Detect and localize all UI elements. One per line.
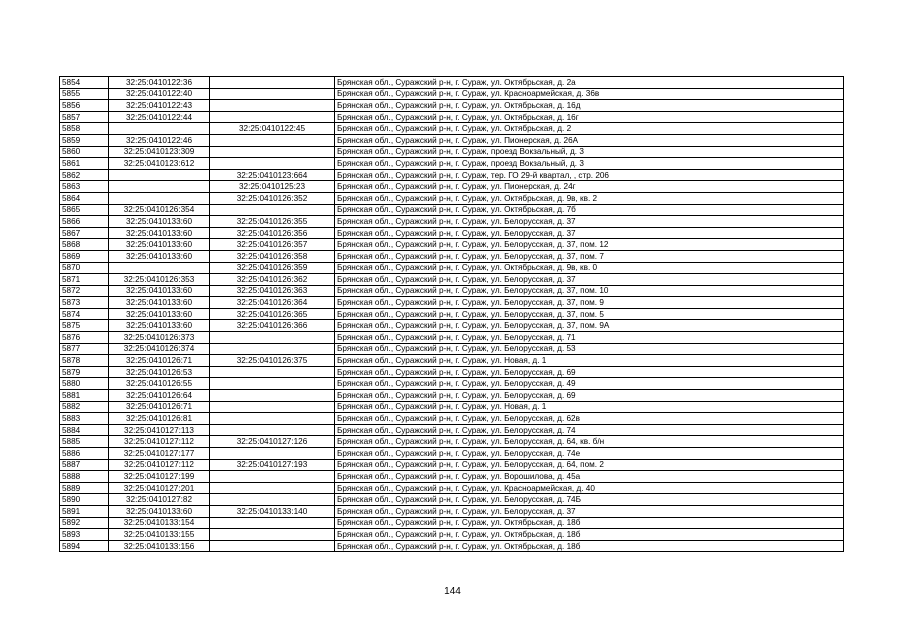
row-number-cell: 5872 — [60, 285, 109, 297]
table-row — [60, 424, 844, 436]
related-cadastral-number-cell: 32:25:0410126:364 — [210, 297, 335, 309]
related-cadastral-number-cell: 32:25:0410126:365 — [210, 308, 335, 320]
row-number-cell: 5856 — [60, 100, 109, 112]
cadastral-number-cell: 32:25:0410122:43 — [109, 100, 210, 112]
related-cadastral-number-cell — [210, 146, 335, 158]
cadastral-number-cell: 32:25:0410133:60 — [109, 297, 210, 309]
related-cadastral-number-cell — [210, 529, 335, 541]
address-cell: Брянская обл., Суражский р-н, г. Сураж, ул. Белорусская, д. 64, кв. б/н — [335, 436, 844, 448]
table-row — [60, 88, 844, 100]
table-row — [60, 169, 844, 181]
address-cell: Брянская обл., Суражский р-н, г. Сураж, ул. Белорусская, д. 69 — [335, 390, 844, 402]
cadastral-number-cell: 32:25:0410133:60 — [109, 216, 210, 228]
cadastral-number-cell: 32:25:0410126:53 — [109, 366, 210, 378]
cadastral-number-cell: 32:25:0410126:64 — [109, 390, 210, 402]
row-number-cell: 5885 — [60, 436, 109, 448]
related-cadastral-number-cell: 32:25:0410126:363 — [210, 285, 335, 297]
address-cell: Брянская обл., Суражский р-н, г. Сураж, ул. Октябрьская, д. 18б — [335, 540, 844, 552]
cadastral-number-cell: 32:25:0410122:40 — [109, 88, 210, 100]
table-row — [60, 77, 844, 89]
row-number-cell: 5890 — [60, 494, 109, 506]
row-number-cell: 5869 — [60, 250, 109, 262]
related-cadastral-number-cell — [210, 332, 335, 344]
address-cell: Брянская обл., Суражский р-н, г. Сураж, ул. Белорусская, д. 37 — [335, 505, 844, 517]
table-row — [60, 355, 844, 367]
cadastral-number-cell: 32:25:0410126:354 — [109, 204, 210, 216]
table-row — [60, 482, 844, 494]
row-number-cell: 5871 — [60, 274, 109, 286]
cadastral-number-cell: 32:25:0410127:113 — [109, 424, 210, 436]
cadastral-number-cell: 32:25:0410122:46 — [109, 134, 210, 146]
table-row — [60, 227, 844, 239]
row-number-cell: 5879 — [60, 366, 109, 378]
row-number-cell: 5863 — [60, 181, 109, 193]
related-cadastral-number-cell: 32:25:0410125:23 — [210, 181, 335, 193]
address-cell: Брянская обл., Суражский р-н, г. Сураж, ул. Красноармейская, д. 36в — [335, 88, 844, 100]
related-cadastral-number-cell: 32:25:0410122:45 — [210, 123, 335, 135]
address-cell: Брянская обл., Суражский р-н, г. Сураж, ул. Белорусская, д. 74 — [335, 424, 844, 436]
related-cadastral-number-cell — [210, 471, 335, 483]
row-number-cell: 5867 — [60, 227, 109, 239]
row-number-cell: 5874 — [60, 308, 109, 320]
cadastral-number-cell: 32:25:0410127:199 — [109, 471, 210, 483]
address-cell: Брянская обл., Суражский р-н, г. Сураж, проезд Вокзальный, д. 3 — [335, 158, 844, 170]
table-row — [60, 448, 844, 460]
table-row — [60, 459, 844, 471]
cadastral-number-cell: 32:25:0410123:612 — [109, 158, 210, 170]
related-cadastral-number-cell — [210, 413, 335, 425]
cadastral-number-cell — [109, 262, 210, 274]
cadastral-number-cell: 32:25:0410126:353 — [109, 274, 210, 286]
related-cadastral-number-cell: 32:25:0410127:126 — [210, 436, 335, 448]
row-number-cell: 5894 — [60, 540, 109, 552]
cadastral-number-cell — [109, 192, 210, 204]
address-cell: Брянская обл., Суражский р-н, г. Сураж, ул. Белорусская, д. 37, пом. 10 — [335, 285, 844, 297]
table-row — [60, 274, 844, 286]
address-cell: Брянская обл., Суражский р-н, г. Сураж, ул. Белорусская, д. 37, пом. 9 — [335, 297, 844, 309]
row-number-cell: 5857 — [60, 111, 109, 123]
address-cell: Брянская обл., Суражский р-н, г. Сураж, ул. Белорусская, д. 62в — [335, 413, 844, 425]
cadastral-number-cell: 32:25:0410133:60 — [109, 250, 210, 262]
related-cadastral-number-cell — [210, 517, 335, 529]
table-row — [60, 471, 844, 483]
table-row — [60, 297, 844, 309]
row-number-cell: 5858 — [60, 123, 109, 135]
cadastral-number-cell: 32:25:0410122:36 — [109, 77, 210, 89]
table-row — [60, 146, 844, 158]
table-row — [60, 239, 844, 251]
related-cadastral-number-cell: 32:25:0410126:355 — [210, 216, 335, 228]
row-number-cell: 5887 — [60, 459, 109, 471]
cadastral-number-cell: 32:25:0410133:60 — [109, 239, 210, 251]
address-cell: Брянская обл., Суражский р-н, г. Сураж, ул. Белорусская, д. 37, пом. 9А — [335, 320, 844, 332]
table-row — [60, 192, 844, 204]
related-cadastral-number-cell: 32:25:0410127:193 — [210, 459, 335, 471]
related-cadastral-number-cell — [210, 343, 335, 355]
related-cadastral-number-cell — [210, 134, 335, 146]
cadastral-number-cell — [109, 123, 210, 135]
row-number-cell: 5860 — [60, 146, 109, 158]
related-cadastral-number-cell: 32:25:0410123:664 — [210, 169, 335, 181]
cadastral-number-cell: 32:25:0410126:373 — [109, 332, 210, 344]
related-cadastral-number-cell: 32:25:0410126:356 — [210, 227, 335, 239]
cadastral-number-cell: 32:25:0410133:60 — [109, 308, 210, 320]
address-cell: Брянская обл., Суражский р-н, г. Сураж, ул. Октябрьская, д. 9в, кв. 2 — [335, 192, 844, 204]
address-cell: Брянская обл., Суражский р-н, г. Сураж, ул. Белорусская, д. 37 — [335, 216, 844, 228]
cadastral-number-cell: 32:25:0410126:55 — [109, 378, 210, 390]
row-number-cell: 5893 — [60, 529, 109, 541]
row-number-cell: 5870 — [60, 262, 109, 274]
cadastral-number-cell: 32:25:0410133:156 — [109, 540, 210, 552]
related-cadastral-number-cell — [210, 77, 335, 89]
address-cell: Брянская обл., Суражский р-н, г. Сураж, ул. Белорусская, д. 69 — [335, 366, 844, 378]
cadastral-number-cell: 32:25:0410127:177 — [109, 448, 210, 460]
table-row — [60, 250, 844, 262]
table-row — [60, 413, 844, 425]
address-cell: Брянская обл., Суражский р-н, г. Сураж, тер. ГО 29-й квартал, , стр. 206 — [335, 169, 844, 181]
address-cell: Брянская обл., Суражский р-н, г. Сураж, ул. Октябрьская, д. 2 — [335, 123, 844, 135]
related-cadastral-number-cell — [210, 378, 335, 390]
address-cell: Брянская обл., Суражский р-н, г. Сураж, ул. Новая, д. 1 — [335, 355, 844, 367]
table-row — [60, 216, 844, 228]
table-row — [60, 436, 844, 448]
row-number-cell: 5864 — [60, 192, 109, 204]
related-cadastral-number-cell — [210, 366, 335, 378]
page-number: 144 — [444, 586, 461, 597]
row-number-cell: 5884 — [60, 424, 109, 436]
table-row — [60, 111, 844, 123]
table-row — [60, 320, 844, 332]
row-number-cell: 5855 — [60, 88, 109, 100]
related-cadastral-number-cell — [210, 111, 335, 123]
address-cell: Брянская обл., Суражский р-н, г. Сураж, ул. Белорусская, д. 74Б — [335, 494, 844, 506]
table-row — [60, 366, 844, 378]
row-number-cell: 5882 — [60, 401, 109, 413]
related-cadastral-number-cell — [210, 540, 335, 552]
cadastral-number-cell: 32:25:0410126:374 — [109, 343, 210, 355]
cadastral-number-cell: 32:25:0410133:60 — [109, 320, 210, 332]
related-cadastral-number-cell — [210, 494, 335, 506]
table-row — [60, 540, 844, 552]
address-cell: Брянская обл., Суражский р-н, г. Сураж, ул. Белорусская, д. 37, пом. 5 — [335, 308, 844, 320]
related-cadastral-number-cell — [210, 158, 335, 170]
row-number-cell: 5881 — [60, 390, 109, 402]
related-cadastral-number-cell: 32:25:0410126:358 — [210, 250, 335, 262]
cadastral-number-cell: 32:25:0410126:71 — [109, 401, 210, 413]
address-cell: Брянская обл., Суражский р-н, г. Сураж, ул. Белорусская, д. 74е — [335, 448, 844, 460]
address-cell: Брянская обл., Суражский р-н, г. Сураж, ул. Белорусская, д. 37 — [335, 274, 844, 286]
row-number-cell: 5892 — [60, 517, 109, 529]
related-cadastral-number-cell: 32:25:0410126:359 — [210, 262, 335, 274]
address-cell: Брянская обл., Суражский р-н, г. Сураж, ул. Октябрьская, д. 18б — [335, 517, 844, 529]
related-cadastral-number-cell — [210, 401, 335, 413]
table-row — [60, 494, 844, 506]
address-cell: Брянская обл., Суражский р-н, г. Сураж, ул. Октябрьская, д. 7б — [335, 204, 844, 216]
table-row — [60, 390, 844, 402]
related-cadastral-number-cell: 32:25:0410126:366 — [210, 320, 335, 332]
row-number-cell: 5861 — [60, 158, 109, 170]
table-row — [60, 308, 844, 320]
row-number-cell: 5868 — [60, 239, 109, 251]
cadastral-number-cell — [109, 181, 210, 193]
cadastral-number-cell: 32:25:0410126:71 — [109, 355, 210, 367]
cadastral-table — [59, 76, 844, 552]
table-row — [60, 505, 844, 517]
cadastral-number-cell: 32:25:0410123:309 — [109, 146, 210, 158]
table-row — [60, 262, 844, 274]
address-cell: Брянская обл., Суражский р-н, г. Сураж, ул. Новая, д. 1 — [335, 401, 844, 413]
address-cell: Брянская обл., Суражский р-н, г. Сураж, ул. Ворошилова, д. 45а — [335, 471, 844, 483]
address-cell: Брянская обл., Суражский р-н, г. Сураж, ул. Белорусская, д. 49 — [335, 378, 844, 390]
cadastral-number-cell: 32:25:0410133:155 — [109, 529, 210, 541]
related-cadastral-number-cell: 32:25:0410126:362 — [210, 274, 335, 286]
address-cell: Брянская обл., Суражский р-н, г. Сураж, ул. Октябрьская, д. 2а — [335, 77, 844, 89]
address-cell: Брянская обл., Суражский р-н, г. Сураж, ул. Белорусская, д. 71 — [335, 332, 844, 344]
table-row — [60, 204, 844, 216]
row-number-cell: 5889 — [60, 482, 109, 494]
related-cadastral-number-cell — [210, 482, 335, 494]
address-cell: Брянская обл., Суражский р-н, г. Сураж, ул. Белорусская, д. 64, пом. 2 — [335, 459, 844, 471]
row-number-cell: 5883 — [60, 413, 109, 425]
address-cell: Брянская обл., Суражский р-н, г. Сураж, ул. Белорусская, д. 53 — [335, 343, 844, 355]
address-cell: Брянская обл., Суражский р-н, г. Сураж, ул. Белорусская, д. 37 — [335, 227, 844, 239]
related-cadastral-number-cell — [210, 448, 335, 460]
table-row — [60, 285, 844, 297]
table-row — [60, 123, 844, 135]
address-cell: Брянская обл., Суражский р-н, г. Сураж, ул. Октябрьская, д. 9в, кв. 0 — [335, 262, 844, 274]
address-cell: Брянская обл., Суражский р-н, г. Сураж, проезд Вокзальный, д. 3 — [335, 146, 844, 158]
row-number-cell: 5859 — [60, 134, 109, 146]
address-cell: Брянская обл., Суражский р-н, г. Сураж, ул. Октябрьская, д. 16г — [335, 111, 844, 123]
row-number-cell: 5873 — [60, 297, 109, 309]
related-cadastral-number-cell — [210, 390, 335, 402]
cadastral-number-cell: 32:25:0410127:201 — [109, 482, 210, 494]
address-cell: Брянская обл., Суражский р-н, г. Сураж, ул. Октябрьская, д. 18б — [335, 529, 844, 541]
related-cadastral-number-cell — [210, 88, 335, 100]
row-number-cell: 5862 — [60, 169, 109, 181]
related-cadastral-number-cell: 32:25:0410126:375 — [210, 355, 335, 367]
table-row — [60, 517, 844, 529]
table-row — [60, 181, 844, 193]
row-number-cell: 5854 — [60, 77, 109, 89]
table-row — [60, 100, 844, 112]
cadastral-number-cell: 32:25:0410133:154 — [109, 517, 210, 529]
table-row — [60, 332, 844, 344]
address-cell: Брянская обл., Суражский р-н, г. Сураж, ул. Красноармейская, д. 40 — [335, 482, 844, 494]
row-number-cell: 5888 — [60, 471, 109, 483]
related-cadastral-number-cell — [210, 100, 335, 112]
table-row — [60, 401, 844, 413]
cadastral-number-cell: 32:25:0410126:81 — [109, 413, 210, 425]
related-cadastral-number-cell: 32:25:0410133:140 — [210, 505, 335, 517]
cadastral-number-cell: 32:25:0410122:44 — [109, 111, 210, 123]
table-row — [60, 529, 844, 541]
address-cell: Брянская обл., Суражский р-н, г. Сураж, ул. Октябрьская, д. 16д — [335, 100, 844, 112]
row-number-cell: 5880 — [60, 378, 109, 390]
row-number-cell: 5865 — [60, 204, 109, 216]
row-number-cell: 5866 — [60, 216, 109, 228]
cadastral-number-cell — [109, 169, 210, 181]
table-row — [60, 378, 844, 390]
table-row — [60, 343, 844, 355]
address-cell: Брянская обл., Суражский р-н, г. Сураж, ул. Белорусская, д. 37, пом. 7 — [335, 250, 844, 262]
row-number-cell: 5878 — [60, 355, 109, 367]
related-cadastral-number-cell: 32:25:0410126:357 — [210, 239, 335, 251]
related-cadastral-number-cell — [210, 424, 335, 436]
related-cadastral-number-cell: 32:25:0410126:352 — [210, 192, 335, 204]
cadastral-number-cell: 32:25:0410133:60 — [109, 285, 210, 297]
cadastral-number-cell: 32:25:0410133:60 — [109, 505, 210, 517]
cadastral-number-cell: 32:25:0410127:112 — [109, 436, 210, 448]
related-cadastral-number-cell — [210, 204, 335, 216]
row-number-cell: 5886 — [60, 448, 109, 460]
cadastral-number-cell: 32:25:0410127:112 — [109, 459, 210, 471]
row-number-cell: 5876 — [60, 332, 109, 344]
table-body — [60, 77, 844, 552]
cadastral-number-cell: 32:25:0410133:60 — [109, 227, 210, 239]
address-cell: Брянская обл., Суражский р-н, г. Сураж, ул. Белорусская, д. 37, пом. 12 — [335, 239, 844, 251]
row-number-cell: 5877 — [60, 343, 109, 355]
row-number-cell: 5891 — [60, 505, 109, 517]
table-row — [60, 134, 844, 146]
row-number-cell: 5875 — [60, 320, 109, 332]
address-cell: Брянская обл., Суражский р-н, г. Сураж, ул. Пионерская, д. 24г — [335, 181, 844, 193]
address-cell: Брянская обл., Суражский р-н, г. Сураж, ул. Пионерская, д. 26А — [335, 134, 844, 146]
cadastral-number-cell: 32:25:0410127:82 — [109, 494, 210, 506]
table-row — [60, 158, 844, 170]
